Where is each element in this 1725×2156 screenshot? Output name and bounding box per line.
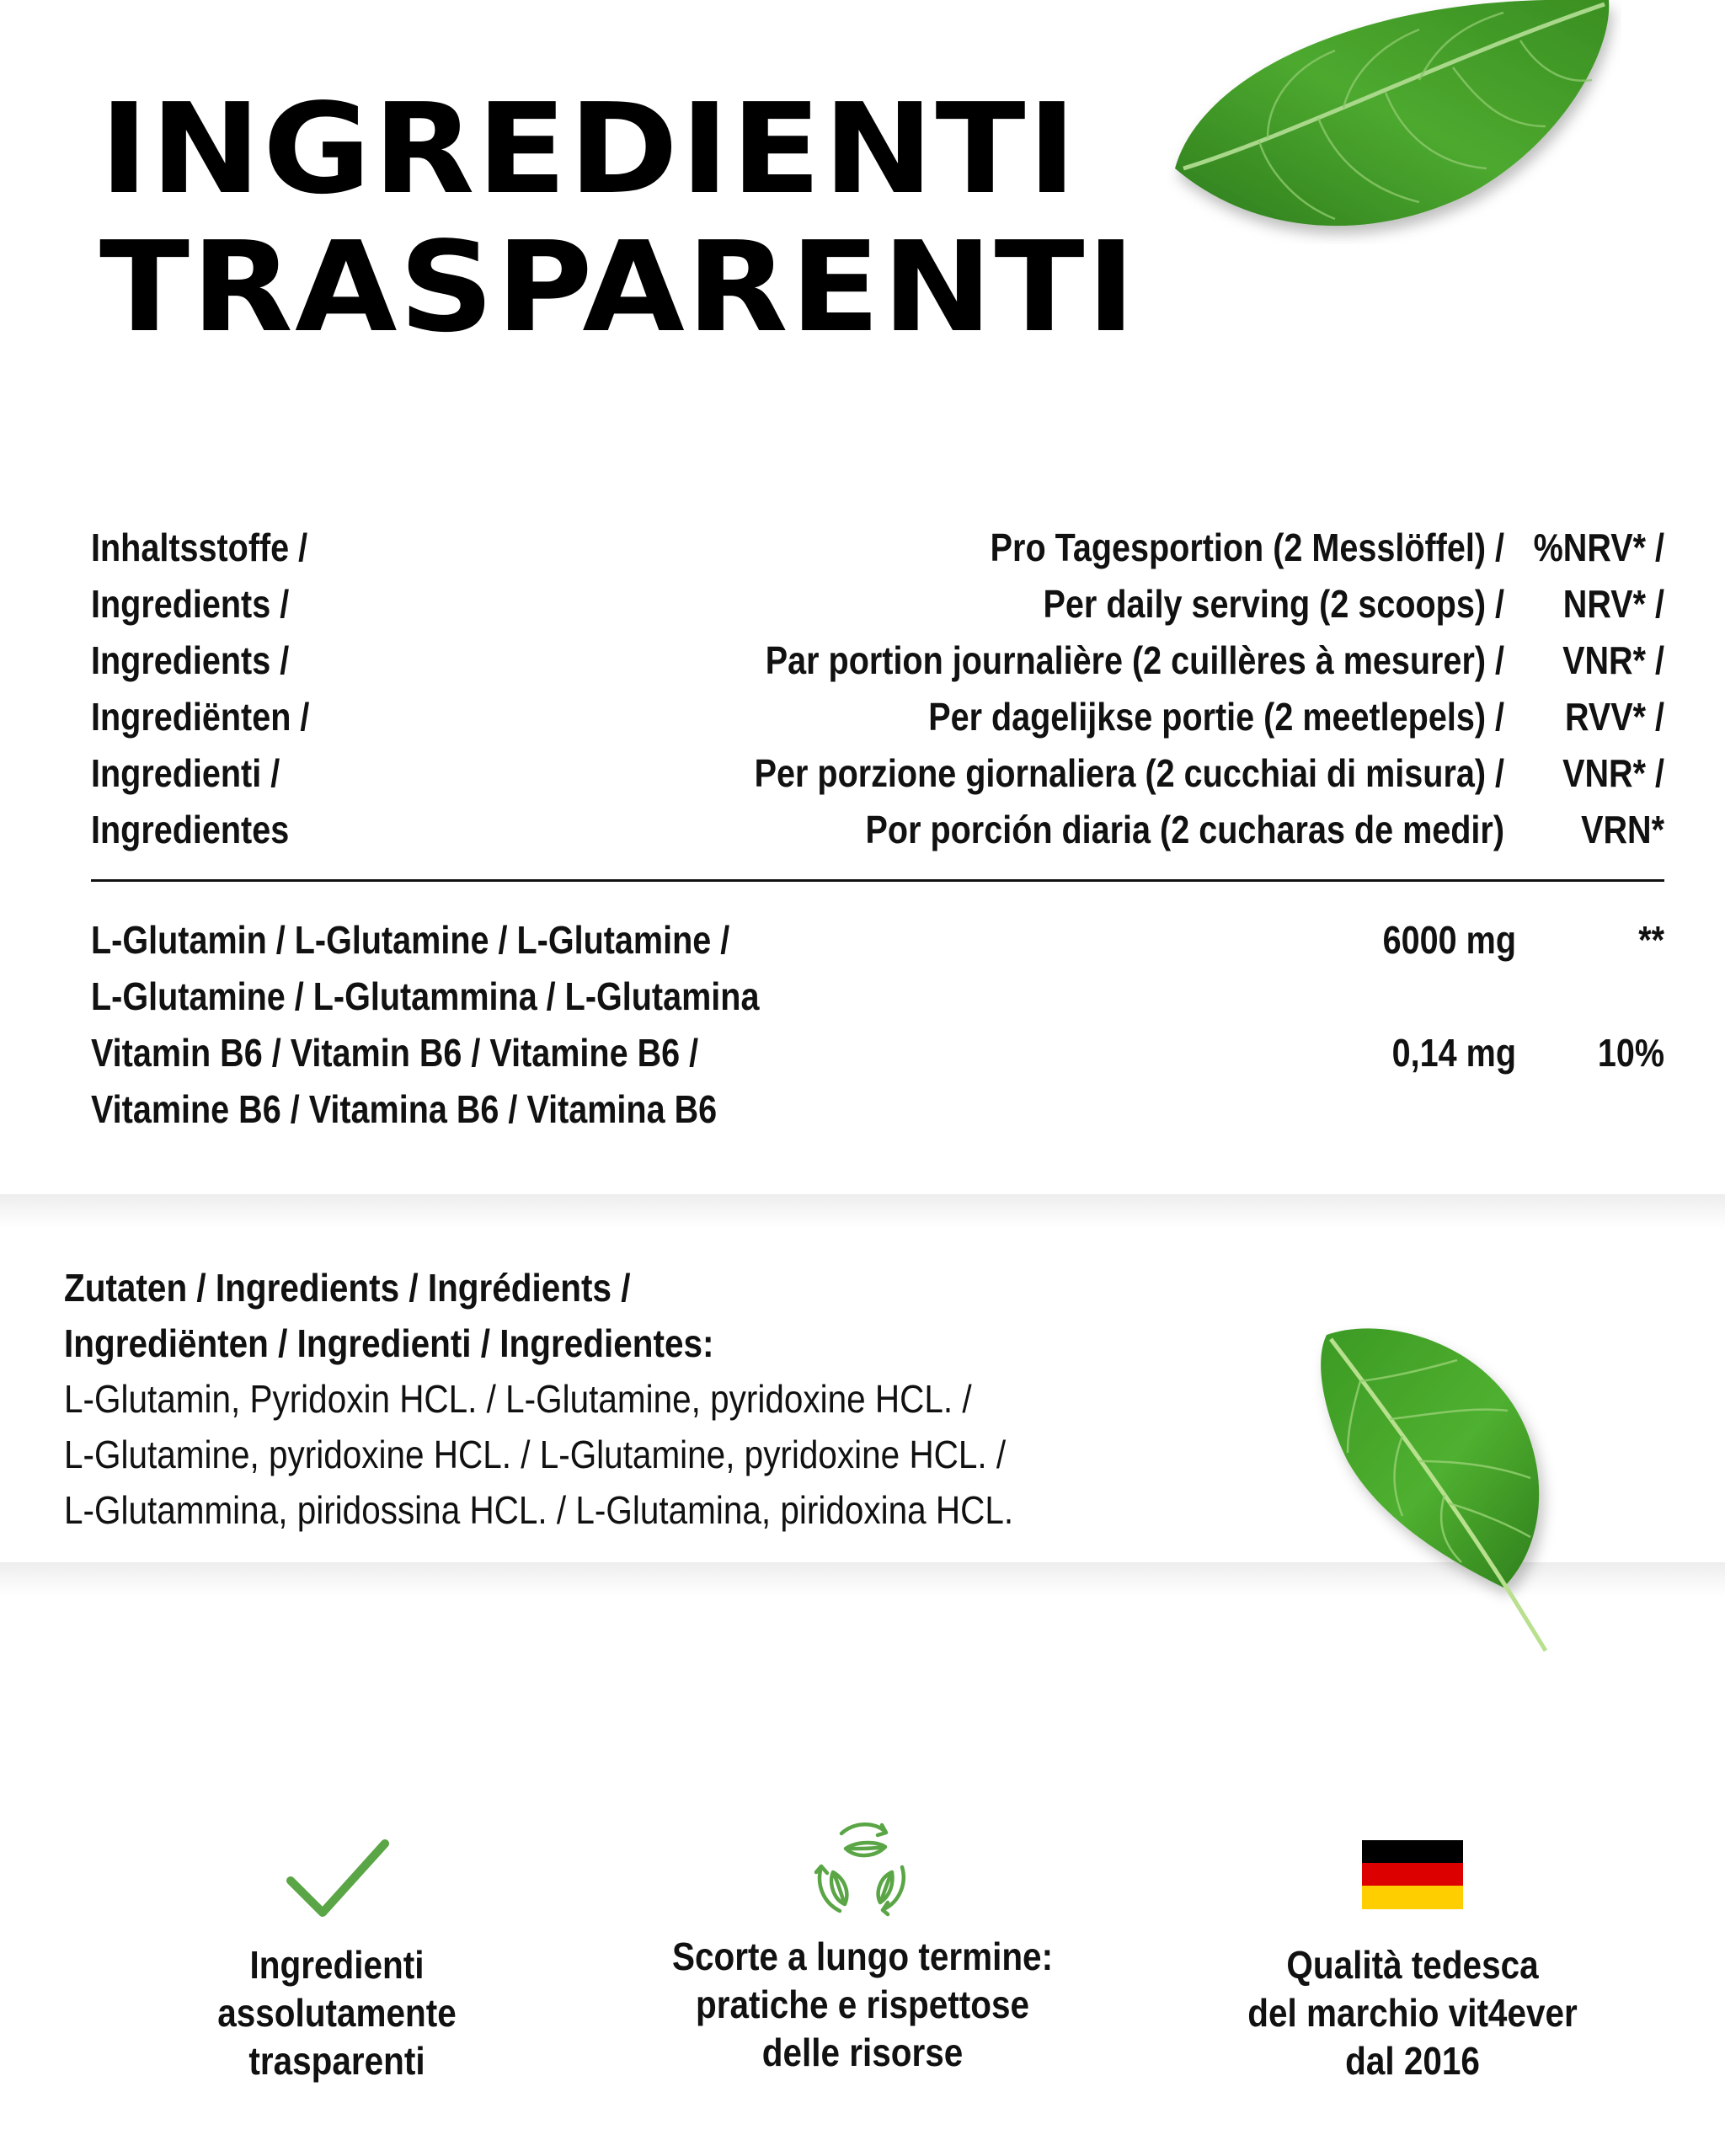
page-title — [99, 77, 1138, 360]
nutrition-table-header — [91, 520, 1664, 858]
feature-text-line: delle risorse — [761, 2031, 964, 2074]
row-name-line-1: L-Glutamin / L-Glutamine / L-Glutamine / — [91, 918, 730, 962]
table-row — [91, 912, 1664, 1025]
feature-text-line: pratiche e rispettose — [696, 1983, 1029, 2026]
row-amount — [1186, 1025, 1516, 1138]
ingredients-text-line-1: L-Glutamin, Pyridoxin HCL. / L-Glutamine, pyridoxine HCL. / — [64, 1377, 972, 1421]
feature-text-line: Ingredienti — [249, 1943, 425, 1987]
feature-long-term-supply — [601, 1832, 1124, 2077]
header-nrv-en: NRV* / — [1562, 582, 1664, 626]
header-serving-de: Pro Tagesportion (2 Messlöffel) / — [990, 526, 1504, 569]
nutrition-table — [91, 520, 1664, 1138]
row-amount-value: 6000 mg — [1382, 918, 1516, 962]
row-ingredient-name — [91, 1025, 1186, 1138]
feature-german-quality — [1151, 1832, 1674, 2085]
header-serving-en: Per daily serving (2 scoops) / — [1043, 582, 1504, 626]
ingredients-heading-line-1: Zutaten / Ingredients / Ingrédients / — [64, 1266, 631, 1310]
row-name-line-2: L-Glutamine / L-Glutammina / L-Glutamina — [91, 974, 760, 1018]
row-nrv — [1516, 912, 1664, 1025]
header-ingredients-fr: Ingredients / — [91, 638, 290, 682]
title-line-2: TRASPARENTI — [99, 215, 1138, 360]
feature-transparent-ingredients — [76, 1832, 598, 2085]
header-serving-column — [563, 520, 1504, 858]
row-name-line-1: Vitamin B6 / Vitamin B6 / Vitamine B6 / — [91, 1031, 699, 1075]
ingredients-text-line-2: L-Glutamine, pyridoxine HCL. / L-Glutamine, pyridoxine HCL. / — [64, 1433, 1007, 1476]
header-ingredients-column — [91, 520, 563, 858]
leaf-image-middle — [1310, 1318, 1562, 1663]
header-nrv-column — [1504, 520, 1664, 858]
header-nrv-fr: VNR* / — [1562, 638, 1664, 682]
row-ingredient-name — [91, 912, 1186, 1025]
ingredients-heading-line-2: Ingrediënten / Ingredienti / Ingredientes: — [64, 1321, 714, 1365]
feature-text-line: dal 2016 — [1345, 2039, 1480, 2083]
header-nrv-nl: RVV* / — [1564, 695, 1664, 739]
feature-text-line: Qualità tedesca — [1286, 1943, 1539, 1987]
header-serving-nl: Per dagelijkse portie (2 meetlepels) / — [928, 695, 1504, 739]
ingredients-list — [64, 1260, 1285, 1538]
row-nrv-value: 10% — [1597, 1031, 1664, 1075]
title-line-1: INGREDIENTI — [99, 77, 1079, 221]
header-serving-es: Por porción diaria (2 cucharas de medir) — [865, 808, 1504, 851]
feature-text-line: Scorte a lungo termine: — [671, 1935, 1054, 1978]
header-ingredients-en: Ingredients / — [91, 582, 290, 626]
feature-text-line: assolutamente — [217, 1991, 457, 2035]
header-nrv-es: VRN* — [1581, 808, 1664, 851]
feature-text-line: del marchio vit4ever — [1247, 1991, 1578, 2035]
header-serving-fr: Par portion journalière (2 cuillères à mesurer) / — [765, 638, 1504, 682]
header-ingredients-nl: Ingrediënten / — [91, 695, 310, 739]
table-divider — [91, 879, 1664, 882]
ingredients-text-line-3: L-Glutammina, piridossina HCL. / L-Glutamina, piridoxina HCL. — [64, 1488, 1014, 1532]
header-serving-it: Per porzione giornaliera (2 cucchiai di misura) / — [754, 751, 1504, 795]
checkmark-icon — [282, 1832, 392, 1924]
row-nrv — [1516, 1025, 1664, 1138]
row-amount — [1186, 912, 1516, 1025]
header-ingredients-es: Ingredientes — [91, 808, 290, 851]
leaf-image-top — [1167, 0, 1621, 244]
row-name-line-2: Vitamine B6 / Vitamina B6 / Vitamina B6 — [91, 1087, 718, 1131]
row-nrv-value: ** — [1638, 918, 1664, 962]
header-nrv-de: %NRV* / — [1533, 526, 1664, 569]
header-nrv-it: VNR* / — [1562, 751, 1664, 795]
header-ingredients-de: Inhaltsstoffe / — [91, 526, 308, 569]
row-amount-value: 0,14 mg — [1391, 1031, 1516, 1075]
table-row — [91, 1025, 1664, 1138]
section-shadow-divider — [0, 1194, 1725, 1228]
german-flag-icon — [1362, 1840, 1463, 1909]
header-ingredients-it: Ingredienti / — [91, 751, 280, 795]
feature-text-line: trasparenti — [248, 2039, 425, 2083]
recycle-leaves-icon — [808, 1815, 917, 1924]
